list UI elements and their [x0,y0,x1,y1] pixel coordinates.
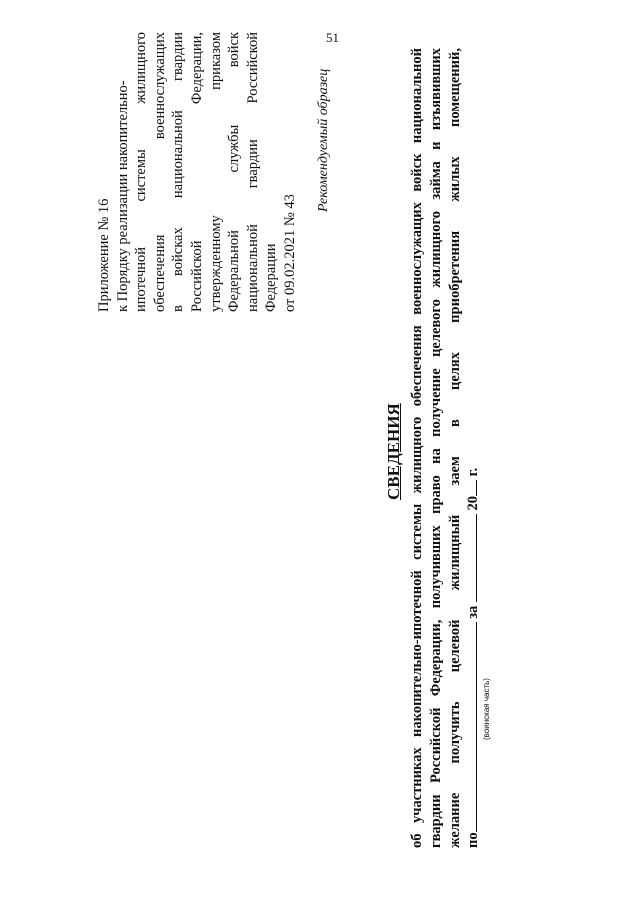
sample-note: Рекомендуемый образец [316,68,331,212]
body-line: желание получить целевой жилищный заем в целях приобретения жилых помещений, [446,48,463,848]
appendix-line: обеспечения военнослужащих [151,32,168,312]
unit-caption: (воинская часть) [482,678,491,740]
appendix-line: утвержденному приказом [207,32,224,312]
appendix-line: национальной гвардии Российской [244,32,261,312]
appendix-line: Федеральной службы войск [226,32,243,312]
body-line: гвардии Российской Федерации, получивших право на получение целевого жилищного займа и изъявивших [427,48,444,848]
appendix-line: Федерации [263,243,280,312]
appendix-line: от 09.02.2021 № 43 [281,194,298,312]
unit-blank [464,622,477,832]
appendix-line: в войсках национальной гвардии [170,32,187,312]
appendix-line: к Порядку реализации накопительно- [114,80,131,312]
appendix-line: Российской Федерации, [188,32,205,312]
year-suffix: г. [465,467,482,477]
document-body [408,48,483,848]
appendix-line: ипотечной системы жилищного [133,32,150,312]
year-label: 20 [465,495,482,511]
period-blank [464,514,477,602]
za-label: за [465,605,482,619]
appendix-block [95,32,300,312]
po-label: по [465,832,482,848]
appendix-line: Приложение № 16 [96,198,112,312]
body-line: об участниках накопительно-ипотечной системы жилищного обеспечения военнослужащих войск национальной [409,48,425,848]
year-blank [464,480,477,496]
page-number: 51 [326,30,339,45]
body-line-period [464,48,483,848]
document-title: СВЕДЕНИЯ [384,403,403,500]
